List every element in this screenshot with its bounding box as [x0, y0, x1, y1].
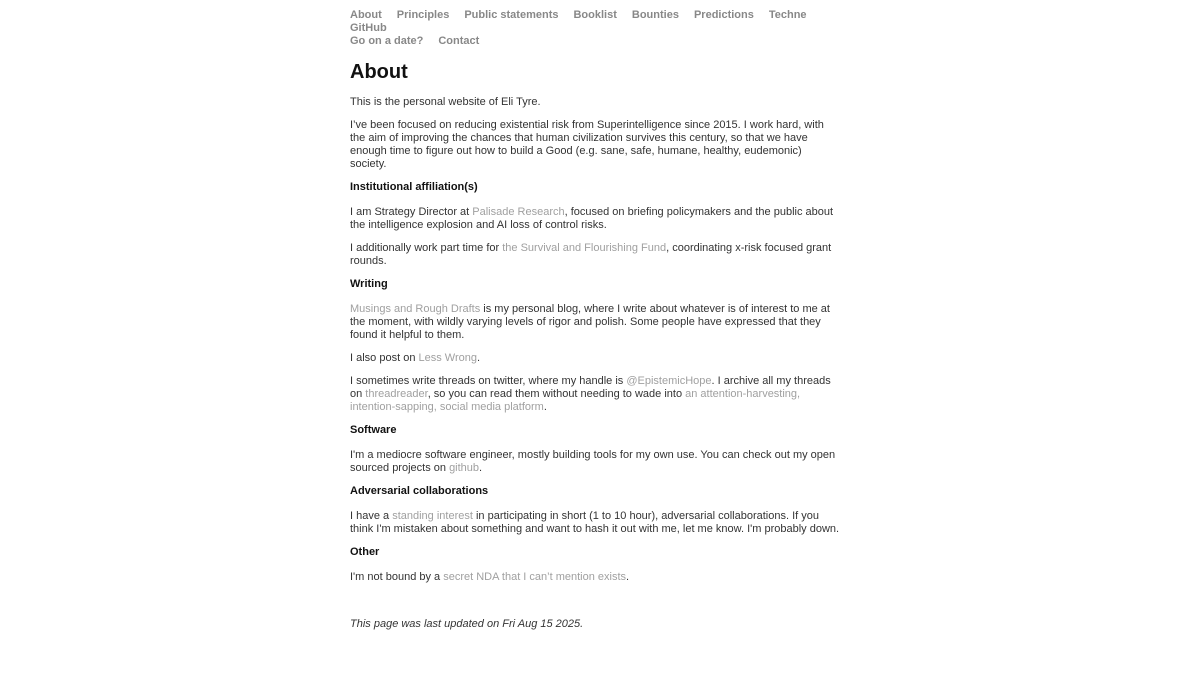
other-text: . — [626, 571, 630, 583]
affiliations-heading: Institutional affiliation(s) — [350, 181, 478, 193]
less-wrong-link[interactable]: Less Wrong — [418, 352, 477, 364]
writing-text: . I archive all my threads on — [350, 375, 831, 400]
threadreader-link[interactable]: threadreader — [365, 388, 428, 400]
other-heading: Other — [350, 546, 380, 558]
site-nav — [350, 9, 840, 48]
nav-predictions[interactable]: Predictions — [693, 9, 754, 21]
nav-go-on-a-date[interactable]: Go on a date? — [350, 35, 424, 47]
adversarial-text: in participating in short (1 to 10 hour), adversarial collaborations. If you think I'm mistaken about something and want to hash it out with me, let me know. I'm probably down. — [350, 510, 840, 535]
writing-text: . — [477, 352, 481, 364]
nav-about[interactable]: About — [350, 9, 382, 21]
adversarial-paragraph — [350, 510, 840, 536]
writing-text: is my personal blog, where I write about whatever is of interest to me at the moment, with wildly varying levels of rigor and polish. Some people have expressed that they found it helpful to them. — [350, 303, 830, 341]
writing-text: . — [543, 401, 547, 413]
affiliations-paragraph-1 — [350, 206, 840, 232]
affiliations-text: , coordinating x-risk focused grant rounds. — [350, 242, 832, 267]
nav-techne[interactable]: Techne — [768, 9, 807, 21]
other-paragraph — [350, 571, 840, 584]
writing-text: I also post on — [350, 352, 419, 364]
nav-github[interactable]: GitHub — [350, 22, 387, 34]
intro-paragraph-1: This is the personal website of Eli Tyre. — [350, 96, 541, 108]
adversarial-text: I have a — [350, 510, 393, 522]
software-paragraph — [350, 449, 840, 475]
affiliations-text: I additionally work part time for — [350, 242, 503, 254]
github-link[interactable]: github — [449, 462, 480, 474]
nav-booklist[interactable]: Booklist — [573, 9, 617, 21]
palisade-research-link[interactable]: Palisade Research — [472, 206, 565, 218]
blog-link[interactable]: Musings and Rough Drafts — [350, 303, 481, 315]
nav-public-statements[interactable]: Public statements — [464, 9, 559, 21]
writing-paragraph-3 — [350, 375, 840, 414]
software-text: I'm a mediocre software engineer, mostly building tools for my own use. You can check out my open sourced projects on — [350, 449, 836, 474]
affiliations-text: , focused on briefing policymakers and the public about the intelligence explosion and AI loss of control risks. — [350, 206, 834, 231]
secret-nda-link[interactable]: secret NDA that I can’t mention exists — [443, 571, 627, 583]
other-text: I'm not bound by a — [350, 571, 444, 583]
writing-heading: Writing — [350, 278, 388, 290]
nav-bounties[interactable]: Bounties — [631, 9, 679, 21]
writing-paragraph-2 — [350, 352, 840, 365]
twitter-handle-link[interactable]: @EpistemicHope — [626, 375, 712, 387]
intro-paragraph-2: I’ve been focused on reducing existential risk from Superintelligence since 2015. I work hard, with the aim of improving the chances that human civilization survives this century, so that we have enough time to figure out how to build a Good (e.g. sane, safe, humane, healthy, eudemonic) society. — [350, 119, 824, 170]
sff-link[interactable]: the Survival and Flourishing Fund — [502, 242, 667, 254]
software-heading: Software — [350, 424, 397, 436]
nav-contact[interactable]: Contact — [438, 35, 480, 47]
affiliations-text: I am Strategy Director at — [350, 206, 473, 218]
software-text: . — [479, 462, 483, 474]
standing-interest-link[interactable]: standing interest — [392, 510, 473, 522]
writing-text: , so you can read them without needing to wade into — [427, 388, 686, 400]
adversarial-heading: Adversarial collaborations — [350, 485, 489, 497]
page-content — [350, 9, 840, 641]
nav-principles[interactable]: Principles — [396, 9, 450, 21]
last-updated-note: This page was last updated on Fri Aug 15 2025. — [350, 618, 584, 630]
writing-text: I sometimes write threads on twitter, where my handle is — [350, 375, 627, 387]
writing-paragraph-1 — [350, 303, 840, 342]
page-title: About — [350, 61, 408, 83]
affiliations-paragraph-2 — [350, 242, 840, 268]
social-media-link[interactable]: an attention-harvesting, intention-sapping, social media platform — [350, 388, 801, 413]
